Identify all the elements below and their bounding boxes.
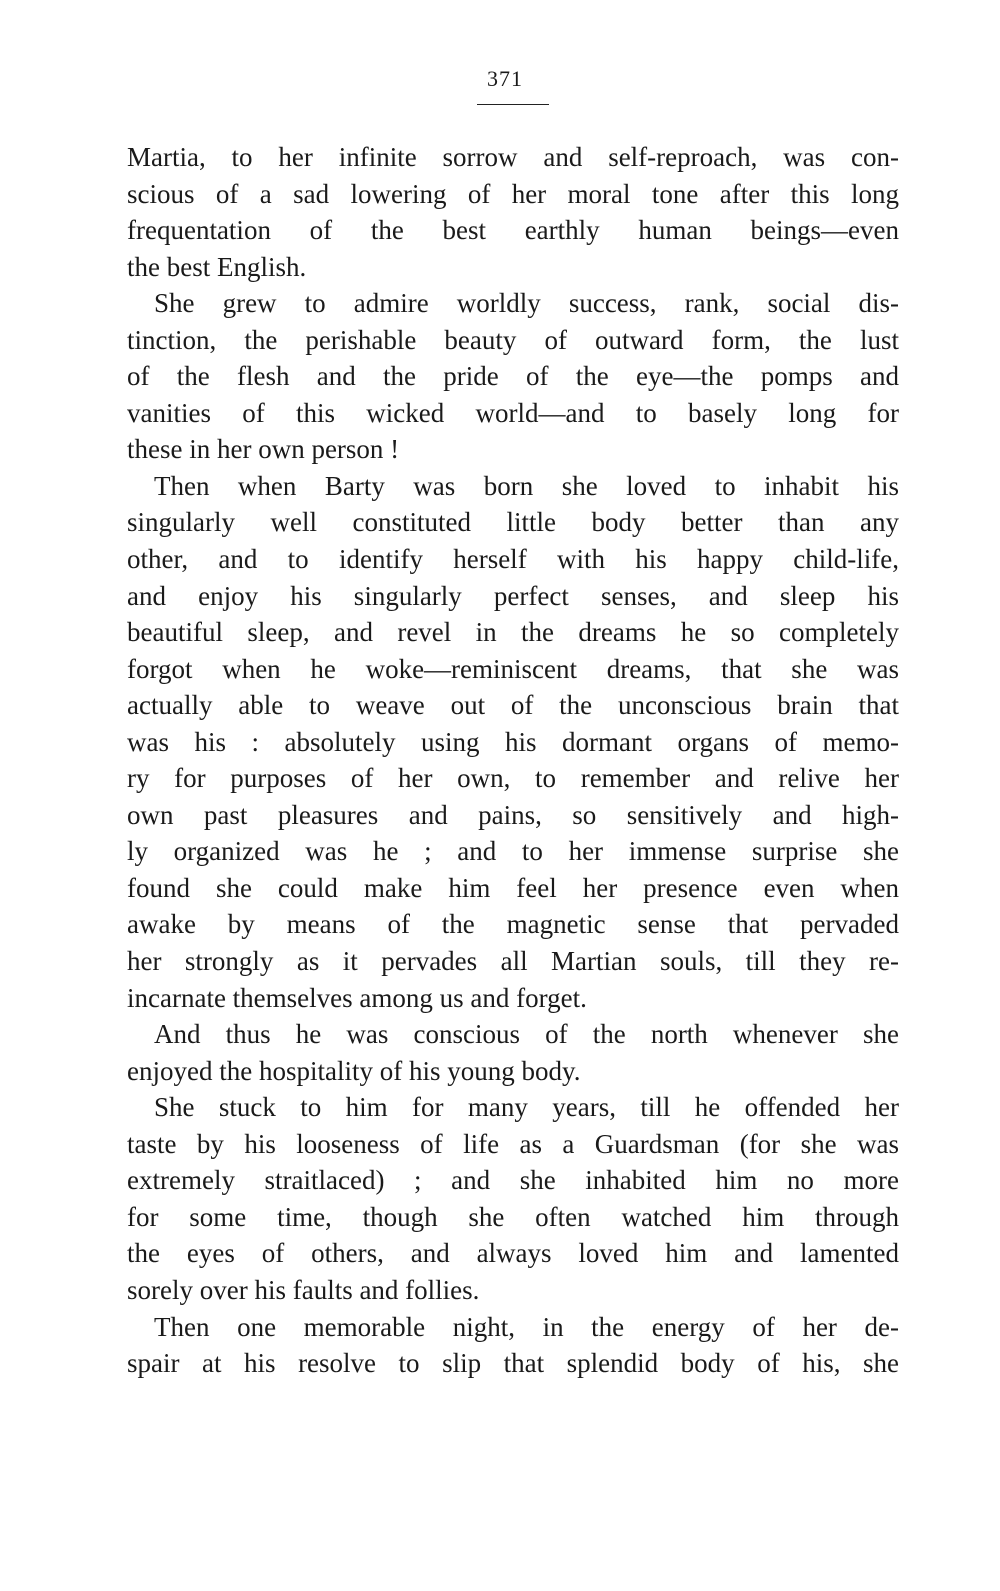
- text-line: other, and to identify herself with his happy child-life,: [127, 544, 899, 575]
- text-line: own past pleasures and pains, so sensitively and high-: [127, 799, 899, 830]
- text-line: tinction, the perishable beauty of outward form, the lust: [127, 324, 899, 355]
- text-line: frequentation of the best earthly human beings—even: [127, 215, 899, 246]
- text-line: She grew to admire worldly success, rank, social dis-: [154, 288, 899, 319]
- text-line: Martia, to her infinite sorrow and self-reproach, was con-: [127, 142, 899, 172]
- text-line: these in her own person !: [127, 434, 400, 465]
- text-line: awake by means of the magnetic sense that pervaded: [127, 909, 899, 940]
- text-line: She stuck to him for many years, till he offended her: [154, 1092, 899, 1123]
- text-line: singularly well constituted little body better than any: [127, 507, 899, 538]
- text-line: extremely straitlaced) ; and she inhabited him no more: [127, 1165, 899, 1196]
- page-number: 371: [487, 66, 523, 91]
- text-line: found she could make him feel her presence even when: [127, 872, 899, 903]
- text-line: ry for purposes of her own, to remember and relive her: [127, 763, 899, 794]
- text-line: actually able to weave out of the unconscious brain that: [127, 690, 899, 721]
- text-line: ly organized was he ; and to her immense surprise she: [127, 836, 899, 867]
- text-line: her strongly as it pervades all Martian souls, till they re-: [127, 946, 899, 977]
- text-line: and enjoy his singularly perfect senses, and sleep his: [127, 580, 899, 611]
- page-number-rule: [477, 104, 549, 105]
- text-line: Then one memorable night, in the energy of her de-: [154, 1311, 899, 1342]
- text-line: sorely over his faults and follies.: [127, 1274, 480, 1305]
- text-line: beautiful sleep, and revel in the dreams he so completely: [127, 617, 899, 648]
- text-line: And thus he was conscious of the north whenever she: [154, 1019, 899, 1050]
- text-line: enjoyed the hospitality of his young body.: [127, 1055, 581, 1086]
- body-text: [127, 139, 899, 1382]
- text-line: incarnate themselves among us and forget.: [127, 982, 587, 1013]
- text-line: the best English.: [127, 251, 307, 282]
- text-line: the eyes of others, and always loved him and lamented: [127, 1238, 899, 1269]
- text-line: spair at his resolve to slip that splendid body of his, she: [127, 1348, 899, 1379]
- text-line: scious of a sad lowering of her moral tone after this long: [127, 178, 899, 209]
- text-line: vanities of this wicked world—and to basely long for: [127, 397, 899, 428]
- text-line: Then when Barty was born she loved to inhabit his: [154, 470, 899, 501]
- text-line: of the flesh and the pride of the eye—the pomps and: [127, 361, 899, 392]
- text-line: was his : absolutely using his dormant organs of memo-: [127, 726, 899, 757]
- text-line: forgot when he woke—reminiscent dreams, that she was: [127, 653, 899, 684]
- text-line: for some time, though she often watched him through: [127, 1201, 899, 1232]
- text-line: taste by his looseness of life as a Guardsman (for she was: [127, 1128, 899, 1159]
